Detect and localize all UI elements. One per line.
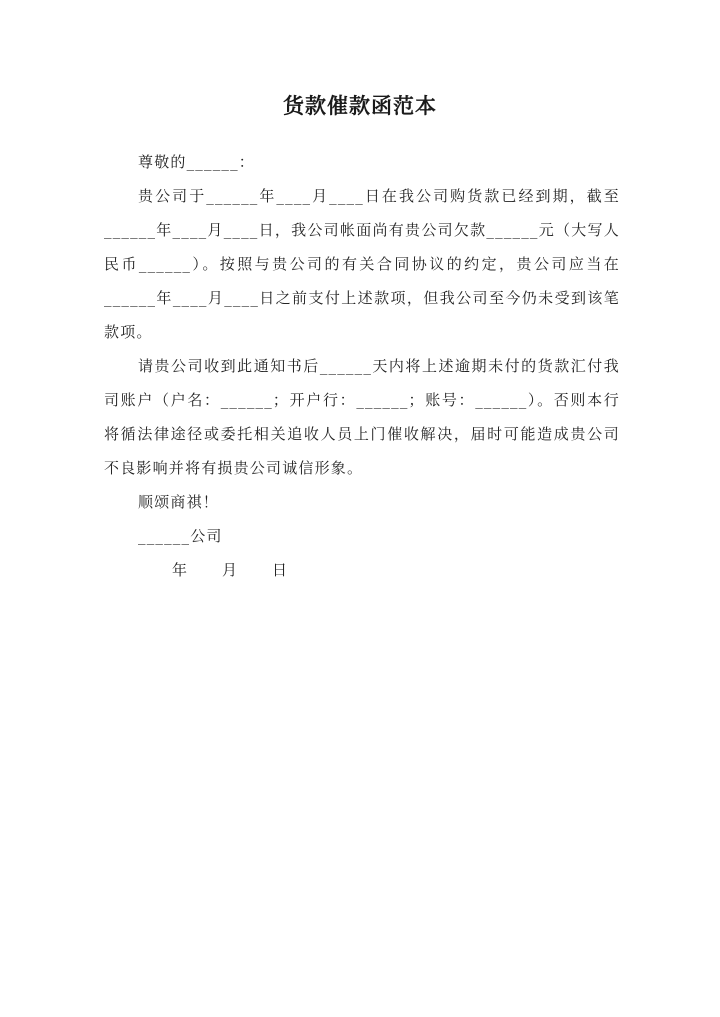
date-month-label: 月 bbox=[222, 561, 239, 579]
closing-greeting: 顺颂商祺！ bbox=[138, 493, 220, 511]
letter-body bbox=[104, 145, 620, 587]
date-year-label: 年 bbox=[172, 561, 189, 579]
paragraph-payment-due: 贵公司于______年____月____日在我公司购货款已经到期，截至______年____月____日，我公司帐面尚有贵公司欠款______元（大写人民币______）。按照与贵公司的有关合同协议的约定，贵公司应当在______年____月____日之前支付上述款项，但我公司至今仍未受到该笔款项。 bbox=[104, 187, 620, 341]
date-line bbox=[104, 553, 620, 587]
date-day-label: 日 bbox=[272, 561, 289, 579]
signature-company: ______公司 bbox=[138, 527, 223, 545]
salutation: 尊敬的______： bbox=[138, 153, 256, 171]
page-title: 货款催款函范本 bbox=[283, 94, 437, 118]
paragraph-remittance-request: 请贵公司收到此通知书后______天内将上述逾期未付的货款汇付我司账户（户名：______；开户行：______；账号：______）。否则本行将循法律途径或委托相关追收人员上门催收解决，届时可能造成贵公司不良影响并将有损贵公司诚信形象。 bbox=[104, 357, 620, 477]
